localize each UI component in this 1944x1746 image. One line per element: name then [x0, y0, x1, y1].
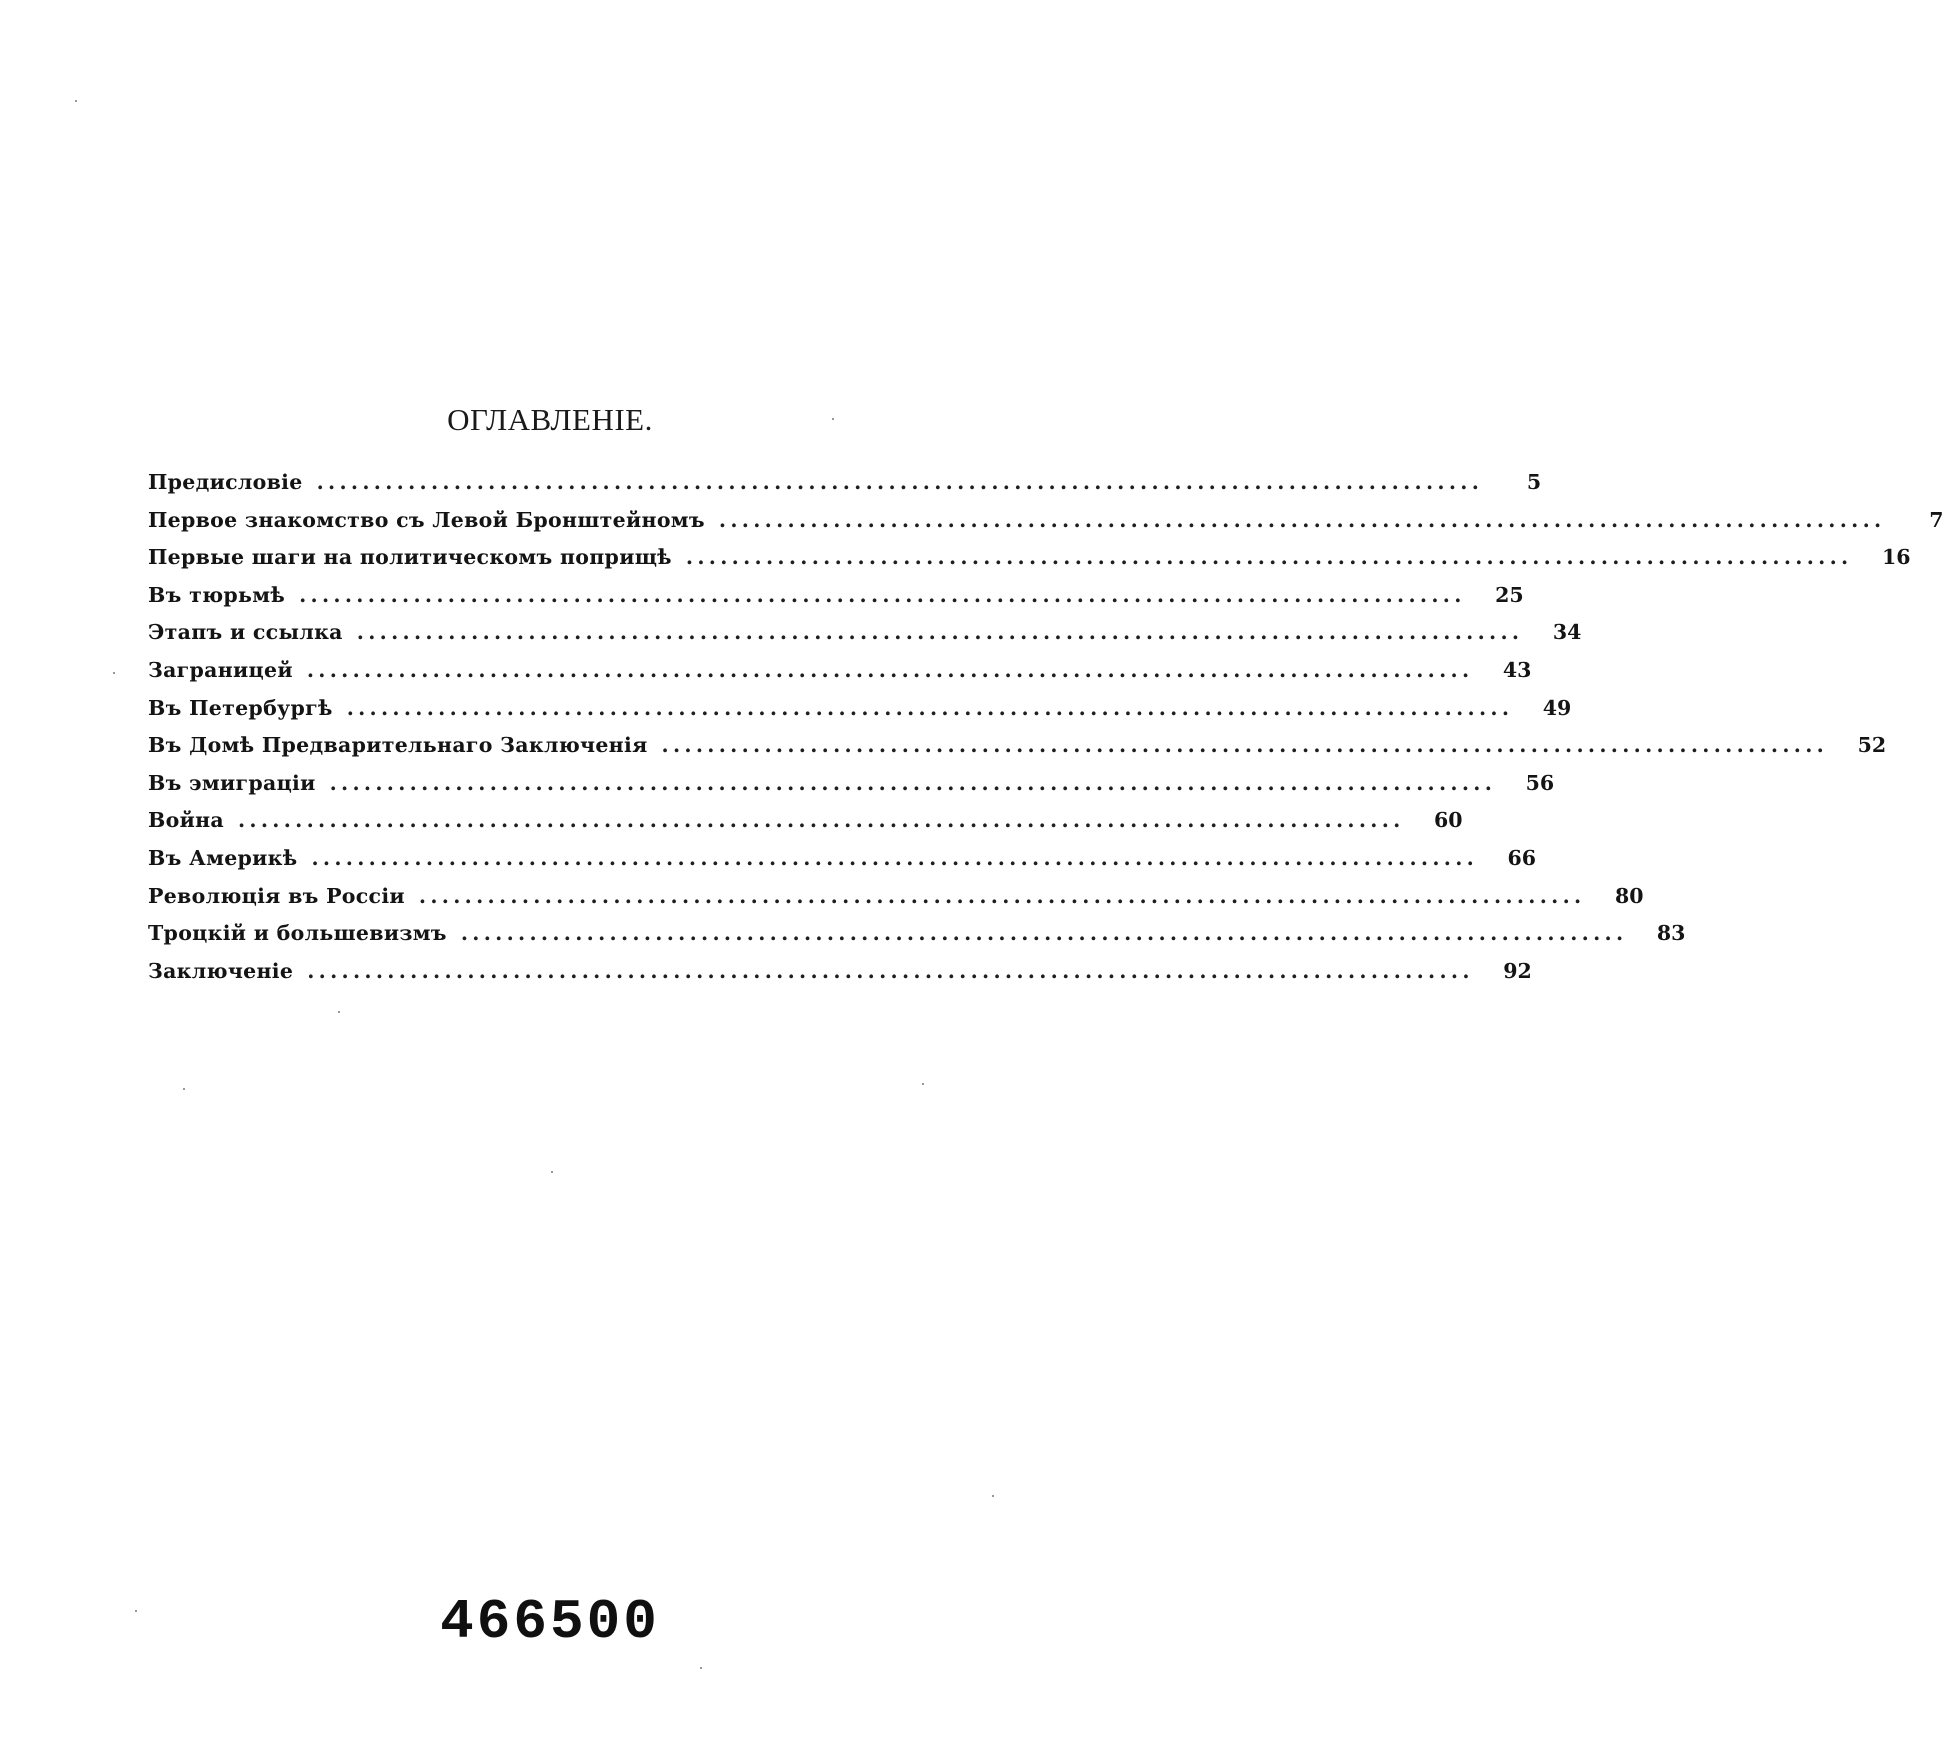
dot-leader: ...................................................................................................... — [346, 695, 1514, 720]
scan-speck — [135, 1610, 137, 1612]
toc-entry-page: 80 — [1614, 883, 1644, 908]
dot-leader: ...................................................................................................... — [460, 921, 1628, 946]
dot-leader: ...................................................................................................... — [316, 470, 1484, 494]
scan-speck — [700, 1667, 702, 1669]
toc-entry — [148, 921, 1686, 959]
toc-entry-title: Предисловіе — [148, 470, 303, 494]
toc-entry-page: 7 — [1929, 507, 1944, 532]
toc-entry-page: 16 — [1881, 545, 1911, 570]
toc-entry — [148, 883, 1644, 922]
scan-speck — [922, 1083, 924, 1085]
toc-entry — [148, 507, 1944, 546]
toc-entry-title: Въ Петербургѣ — [148, 695, 333, 720]
toc-entry-page: 43 — [1502, 657, 1532, 682]
dot-leader: ...................................................................................................... — [299, 582, 1466, 607]
toc-entry-page: 92 — [1503, 958, 1532, 983]
toc-entry-page: 5 — [1526, 470, 1542, 494]
toc-entry — [148, 770, 1555, 809]
dot-leader: ...................................................................................................... — [329, 770, 1497, 795]
toc-entry-title: Въ Америкѣ — [148, 845, 298, 870]
toc-entry — [148, 958, 1532, 997]
toc-entry-title: Троцкій и большевизмъ — [148, 921, 447, 946]
toc-entry-title: Заключеніе — [148, 958, 294, 983]
toc-entry — [148, 470, 1542, 508]
dot-leader: ...................................................................................................... — [306, 657, 1474, 682]
toc-entry — [148, 657, 1532, 696]
toc-entry-page: 56 — [1525, 770, 1555, 795]
dot-leader: ...................................................................................................... — [718, 507, 1886, 532]
toc-entry-title: Революція въ Россіи — [148, 883, 405, 908]
scan-speck — [75, 100, 77, 102]
library-stamp-number: 466500 — [440, 1590, 660, 1654]
toc-entry — [148, 695, 1572, 734]
toc-entry-page: 25 — [1495, 582, 1524, 607]
toc-entry — [148, 845, 1537, 884]
toc-entry-title: Въ эмиграціи — [148, 770, 316, 795]
dot-leader: ...................................................................................................... — [661, 733, 1829, 758]
toc-entry — [148, 808, 1463, 846]
dot-leader: ...................................................................................................... — [238, 808, 1405, 833]
dot-leader: ...................................................................................................... — [307, 958, 1474, 983]
scan-speck — [113, 672, 115, 674]
toc-entry-page: 66 — [1507, 845, 1537, 870]
dot-leader: ...................................................................................................... — [418, 883, 1586, 908]
toc-entry — [148, 582, 1524, 621]
toc-entry-title: Въ Домѣ Предварительнаго Заключенія — [148, 733, 648, 758]
scan-speck — [338, 1011, 340, 1013]
dot-leader: ...................................................................................................... — [685, 545, 1853, 570]
toc-entry-title: Въ тюрьмѣ — [148, 582, 286, 607]
toc-entry-title: Этапъ и ссылка — [148, 620, 343, 645]
scan-speck — [551, 1171, 553, 1173]
toc-entry-page: 52 — [1857, 733, 1887, 758]
dot-leader: ...................................................................................................... — [356, 620, 1524, 645]
toc-entry — [148, 545, 1911, 583]
toc-list — [148, 470, 1944, 996]
scan-speck — [992, 1495, 994, 1497]
scan-speck — [832, 418, 834, 420]
toc-heading: ОГЛАВЛЕНІЕ. — [447, 402, 653, 437]
toc-entry-page: 34 — [1552, 620, 1582, 645]
toc-entry-page: 83 — [1656, 921, 1686, 946]
toc-entry-page: 60 — [1434, 808, 1463, 833]
toc-entry-title: Первые шаги на политическомъ поприщѣ — [148, 545, 672, 570]
toc-entry-title: Заграницей — [148, 657, 293, 682]
toc-entry — [148, 733, 1887, 771]
toc-entry-title: Первое знакомство съ Левой Бронштейномъ — [148, 507, 705, 532]
toc-entry-title: Война — [148, 808, 224, 833]
toc-entry-page: 49 — [1542, 695, 1572, 720]
toc-entry — [148, 620, 1582, 658]
dot-leader: ...................................................................................................... — [311, 845, 1479, 870]
scan-speck — [183, 1088, 185, 1090]
